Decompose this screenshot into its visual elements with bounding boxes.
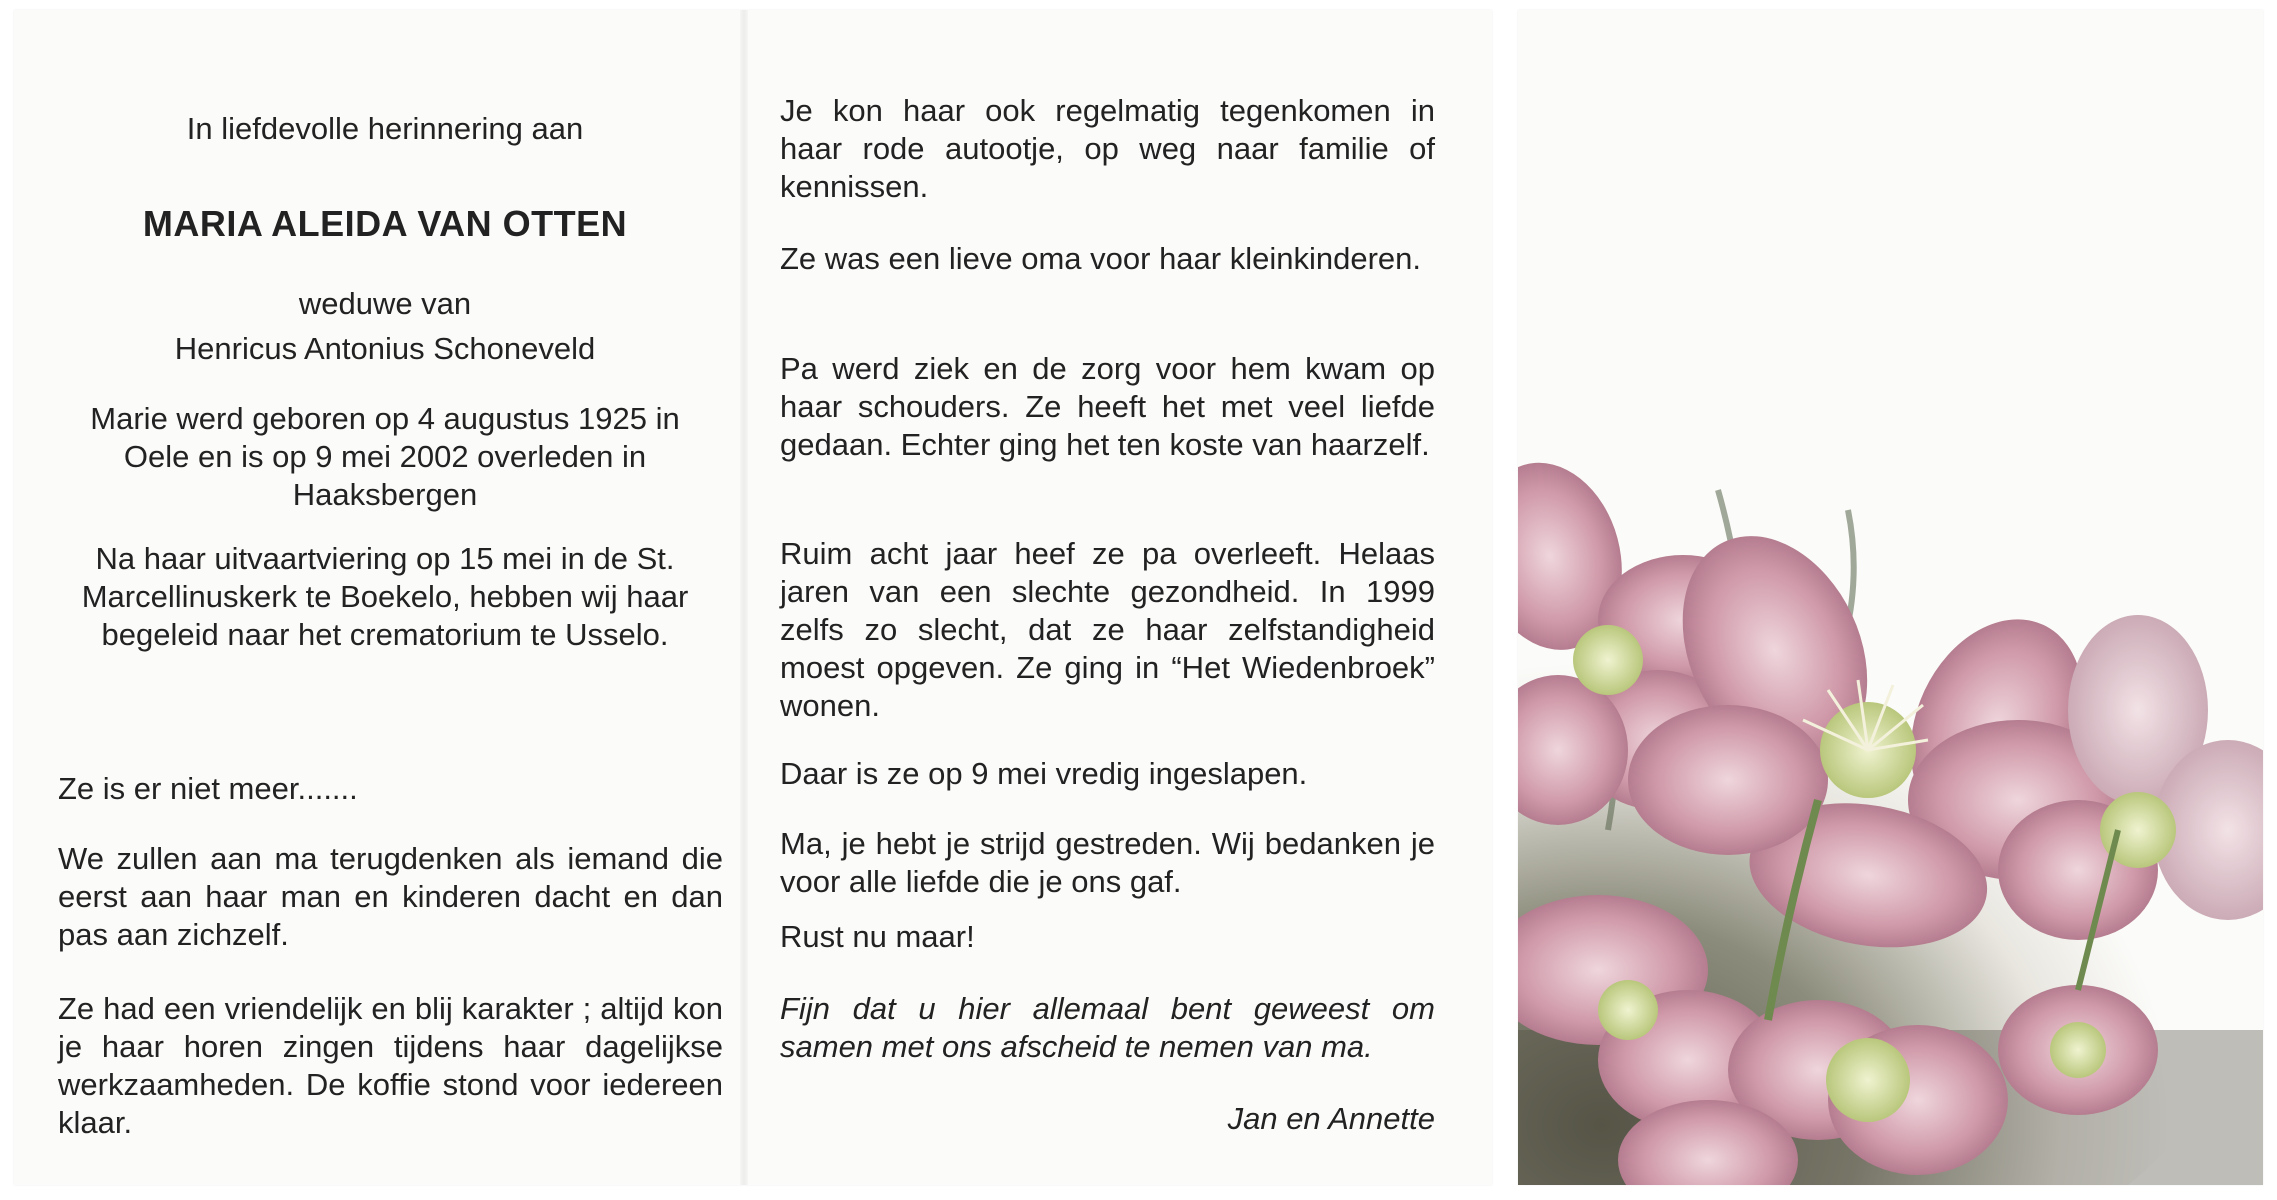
middle-panel	[780, 10, 1450, 1160]
spouse-name: Henricus Antonius Schoneveld	[174, 331, 596, 366]
character-text: Ze had een vriendelijk en blij karakter ; altijd kon je haar horen zingen tijdens haar dagelijkse werkzaamheden. De koffie stond voor iedereen klaar.	[58, 991, 723, 1140]
deceased-name: MARIA ALEIDA VAN OTTEN	[142, 203, 628, 244]
intro-text: In liefdevolle herinnering aan	[186, 111, 584, 146]
photo-panel	[1518, 10, 2263, 1185]
gone-text: Ze is er niet meer.......	[58, 771, 358, 806]
car-text: Je kon haar ook regelmatig tegenkomen in haar rode autootje, op weg naar familie of kennissen.	[780, 93, 1435, 204]
health-text: Ruim acht jaar heef ze pa overleeft. Helaas jaren van een slechte gezondheid. In 1999 zelfs zo slecht, dat ze haar zelfstandigheid moest opgeven. Ze ging in “Het Wiedenbroek” wonen.	[780, 536, 1435, 723]
rest-text: Rust nu maar!	[780, 919, 975, 954]
struggle-text: Ma, je hebt je strijd gestreden. Wij bedanken je voor alle liefde die je ons gaf.	[780, 826, 1435, 899]
hellebore-flowers-image	[1518, 10, 2263, 1185]
signature-text: Jan en Annette	[1227, 1101, 1435, 1136]
birth-death-text: Marie werd geboren op 4 augustus 1925 in Oele en is op 9 mei 2002 overleden in Haaksbergen	[90, 401, 680, 512]
card-fold	[740, 10, 748, 1185]
remember-text: We zullen aan ma terugdenken als iemand die eerst aan haar man en kinderen dacht en dan pas aan zichzelf.	[58, 841, 723, 952]
care-text: Pa werd ziek en de zorg voor hem kwam op haar schouders. Ze heeft het met veel liefde gedaan. Echter ging het ten koste van haarzelf.	[780, 351, 1435, 462]
sleep-text: Daar is ze op 9 mei vredig ingeslapen.	[780, 756, 1308, 791]
widow-of-text: weduwe van	[298, 286, 472, 321]
funeral-text: Na haar uitvaartviering op 15 mei in de St. Marcellinuskerk te Boekelo, hebben wij haar begeleid naar het crematorium te Usselo.	[81, 541, 689, 652]
left-panel	[40, 10, 730, 1160]
thanks-text: Fijn dat u hier allemaal bent geweest om samen met ons afscheid te nemen van ma.	[780, 991, 1435, 1064]
grandma-text: Ze was een lieve oma voor haar kleinkinderen.	[780, 241, 1422, 276]
